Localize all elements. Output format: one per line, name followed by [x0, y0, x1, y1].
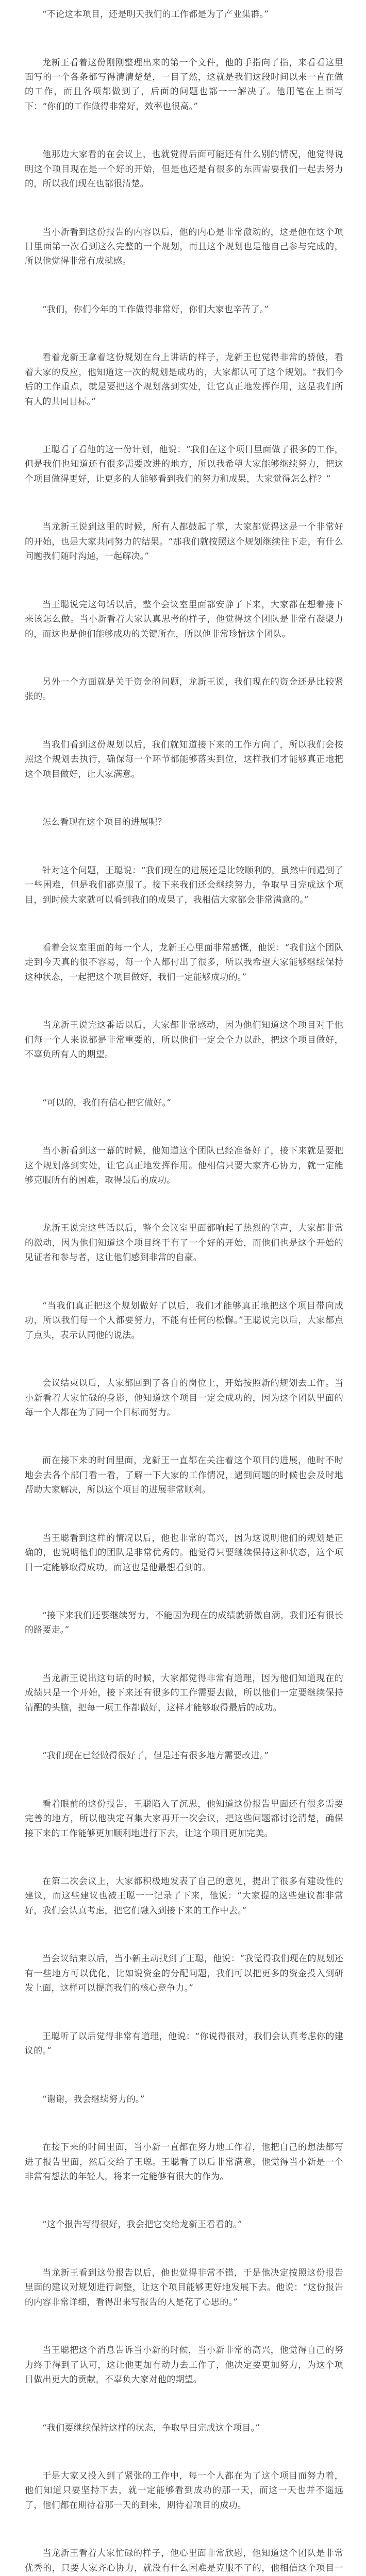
paragraph: 针对这个问题，王聪说：“我们现在的进展还是比较顺利的，虽然中间遇到了一些困难，但是我们都克服了。接下来我们还会继续努力，争取早日完成这个项目，到时候大家就可以看到我们的成果了，我相信大家都会非常满意的。”: [25, 865, 343, 905]
paragraph: “接下来我们还要继续努力，不能因为现在的成绩就骄傲自满，我们还有很长的路要走。”: [25, 1611, 343, 1636]
paragraph: “我们，你们今年的工作做得非常好，你们大家也辛苦了。”: [42, 304, 269, 315]
paragraph: 而在接下来的时间里面，龙新王一直都在关注着这个项目的进展，他时不时地会去各个部门看一看，了解一下大家的工作情况，遇到问题的时候也会及时地帮助大家解决，所以这个项目的进展非常顺利。: [25, 1455, 343, 1496]
paragraph: 当小新看到这一幕的时候，他知道这个团队已经准备好了，接下来就是要把这个规划落到实处，让它真正地发挥作用。他相信只要大家齐心协力，就一定能够克服所有的困难，取得最后的成功。: [25, 1146, 343, 1185]
paragraph: 当会议结束以后，当小新主动找到了王聪，他说：“我觉得我们现在的规划还有一些地方可以优化，比如说资金的分配问题，我们可以把更多的资金投入到研发上面，这样可以提高我们的核心竞争力。”: [25, 1954, 343, 1994]
paragraph: 当龙新王说完这番话以后，大家都非常感动，因为他们知道这个项目对于他们每一个人来说都是非常重要的，所以他们一定会全力以赴，把这个项目做好，不辜负所有人的期望。: [25, 1020, 343, 1060]
paragraph: “这个报告写得很好，我会把它交给龙新王看看的。”: [42, 2219, 242, 2230]
paragraph: 看着眼前的这份报告，王聪陷入了沉思，他知道这份报告里面还有很多需要完善的地方，所以他决定召集大家再开一次会议，把这些问题都讨论清楚，确保接下来的工作能够更加顺利地进行下去，让这个项目更加完美。: [25, 1799, 343, 1839]
paragraph: 看着会议室里面的每一个人，龙新王心里面非常感慨，他说：“我们这个团队走到今天真的很不容易，每一个人都付出了很多，所以我希望大家能够继续保持这种状态，一起把这个项目做好，我们一定能够成功的。”: [25, 943, 343, 982]
paragraph: 当龙新王说到这里的时候，所有人都鼓起了掌，大家都觉得这是一个非常好的开始，也是大家共同努力的结果。“那我们就按照这个规划继续往下走，有什么问题我们随时沟通，一起解决。”: [25, 522, 343, 562]
paragraph: 当龙新王看到这份报告以后，他也觉得非常不错，于是他决定按照这份报告里面的建议对规划进行调整，让这个项目能够更好地发展下去。他说：“这份报告的内容非常详细，看得出来写报告的人是花了心思的。”: [25, 2267, 343, 2308]
paragraph: “不论这本项目，还是明天我们的工作都是为了产业集群。”: [42, 9, 269, 20]
paragraph: “当我们真正把这个规划做好了以后，我们才能够真正地把这个项目带向成功，所以我们每一个人都要努力，不能有任何的松懈。”王聪说完以后，大家都点了点头，表示认同他的说法。: [25, 1300, 343, 1341]
paragraph: 当王聪看到这样的情况以后，他也非常的高兴，因为这说明他们的规划是正确的，也说明他们的团队是非常优秀的。他觉得只要继续保持这种状态，这个项目一定能够取得成功，而这也是他最想看到的。: [25, 1533, 343, 1573]
paragraph: 看着龙新王拿着这份规划在台上讲话的样子，龙新王也觉得非常的骄傲，看着大家的反应，他知道这一次的规划是成功的，大家都认可了这个规划。“我们今后的工作重点，就是要把这个规划落到实处，让它真正地发挥作用，这是我们所有人的共同目标。”: [25, 352, 343, 407]
paragraph: 另外一个方面就是关于资金的问题，龙新王说，我们现在的资金还是比较紧张的。: [25, 677, 343, 702]
paragraph: 当小新看到这份报告的内容以后，他的内心是非常激动的，这是他在这个项目里面第一次看到这么完整的一个规划，而且这个规划也是他自己参与完成的，所以他觉得非常有成就感。: [25, 227, 343, 267]
paragraph: 龙新王说完这些话以后，整个会议室里面都响起了热烈的掌声，大家都非常的激动，因为他们知道这个项目终于有了一个好的开始，而他们也是这个开始的见证者和参与者，这让他们感到非常的自豪。: [25, 1223, 343, 1263]
paragraph: 龙新王看着这份刚刚整理出来的第一个文件，他的手指向了指，来看看这里面写的一个各条都写得清清楚楚，一目了然，这就是我们这段时间以来一直在做的工作，而且各项都做到了，后面的问题也都一一解决了。他用笔在上面写下：“你们的工作做得非常好，效率也很高。”: [25, 57, 343, 112]
paragraph: 王聪听了以后觉得非常有道理，他说：“你说得很对，我们会认真考虑你的建议的。”: [25, 2031, 343, 2057]
paragraph: 怎么看现在这个项目的进展呢？: [42, 817, 167, 828]
paragraph: 当龙新王说出这句话的时候，大家都觉得非常有道理，因为他们知道现在的成绩只是一个开始，接下来还有很多的工作需要去做，所以他们一定要继续保持清醒的头脑，把每一项工作都做好，这样才能够取得最后的成功。: [25, 1673, 343, 1713]
paragraph: 当王聪把这个消息告诉当小新的时候，当小新非常的高兴，他觉得自己的努力终于得到了认可，这让他更加有动力去工作了，他决定要更加努力，为这个项目做出更大的贡献，不辜负大家对他的期望。: [25, 2345, 343, 2385]
paragraph: “我们现在已经做得很好了，但是还有很多地方需要改进。”: [42, 1751, 269, 1761]
paragraph: “我们要继续保持这样的状态，争取早日完成这个项目。”: [42, 2422, 260, 2433]
paragraph: 在接下来的时间里面，当小新一直都在努力地工作着，他把自己的想法都写进了报告里面，然后交给了王聪。王聪看了以后非常满意，他觉得当小新是一个非常有想法的年轻人，将来一定能够有很大的作为。: [25, 2142, 343, 2182]
paragraph: “可以的，我们有信心把它做好。”: [42, 1097, 172, 1108]
paragraph: 会议结束以后，大家都回到了各自的岗位上，开始按照新的规划去工作。当小新看着大家忙碌的身影，他知道这个项目一定会成功的，因为这个团队里面的每一个人都在为了同一个目标而努力。: [25, 1378, 343, 1418]
paragraph: 他那边大家看的在会议上，也就觉得后面可能还有什么别的情况，他觉得说明这个项目现在是一个好的开始，但是也还是有很多的东西需要我们一起去努力的，所以我们现在也都很清楚。: [25, 149, 343, 190]
paragraph: “谢谢，我会继续努力的。”: [42, 2094, 145, 2105]
paragraph: 于是大家又投入到了紧张的工作中，每一个人都在为了这个项目而努力着，他们知道只要坚持下去，就一定能够看到成功的那一天，而这一天也并不遥远了，他们都在期待着那一天的到来，期待着项目的成功。: [25, 2471, 343, 2511]
paragraph: 在第二次会议上，大家都积极地发表了自己的意见，提出了很多有建设性的建议，而这些建议也被王聪一一记录了下来，他说：“大家提的这些建议都非常好，我们会认真考虑，把它们融入到接下来的工作中去。”: [25, 1876, 343, 1916]
paragraph: 当王聪说完这句话以后，整个会议室里面都安静了下来，大家都在想着接下来该怎么做。当小新看着大家认真思考的样子，他觉得这个团队是非常有凝聚力的，而这也是他们能够成功的关键所在，所以他非常珍惜这个团队。: [25, 599, 343, 639]
paragraph: 当龙新王看着大家忙碌的样子，他心里面非常欣慰，他知道这个团队是非常优秀的，只要大家齐心协力，就没有什么困难是克服不了的，他相信这个项目一: [25, 2548, 343, 2573]
paragraph: 当我们看到这份规划以后，我们就知道接下来的工作方向了，所以我们会按照这个规划去执行，确保每一个环节都能够落实到位，这样我们才能够真正地把这个项目做好，让大家满意。: [25, 739, 343, 779]
paragraph: 王聪看了看他的这一份计划，他说：“我们在这个项目里面做了很多的工作，但是我们也知道还有很多需要改进的地方，所以我希望大家能够继续努力，把这个项目做得更好，让更多的人能够看到我们的努力和成果，大家觉得怎么样？”: [25, 445, 343, 484]
